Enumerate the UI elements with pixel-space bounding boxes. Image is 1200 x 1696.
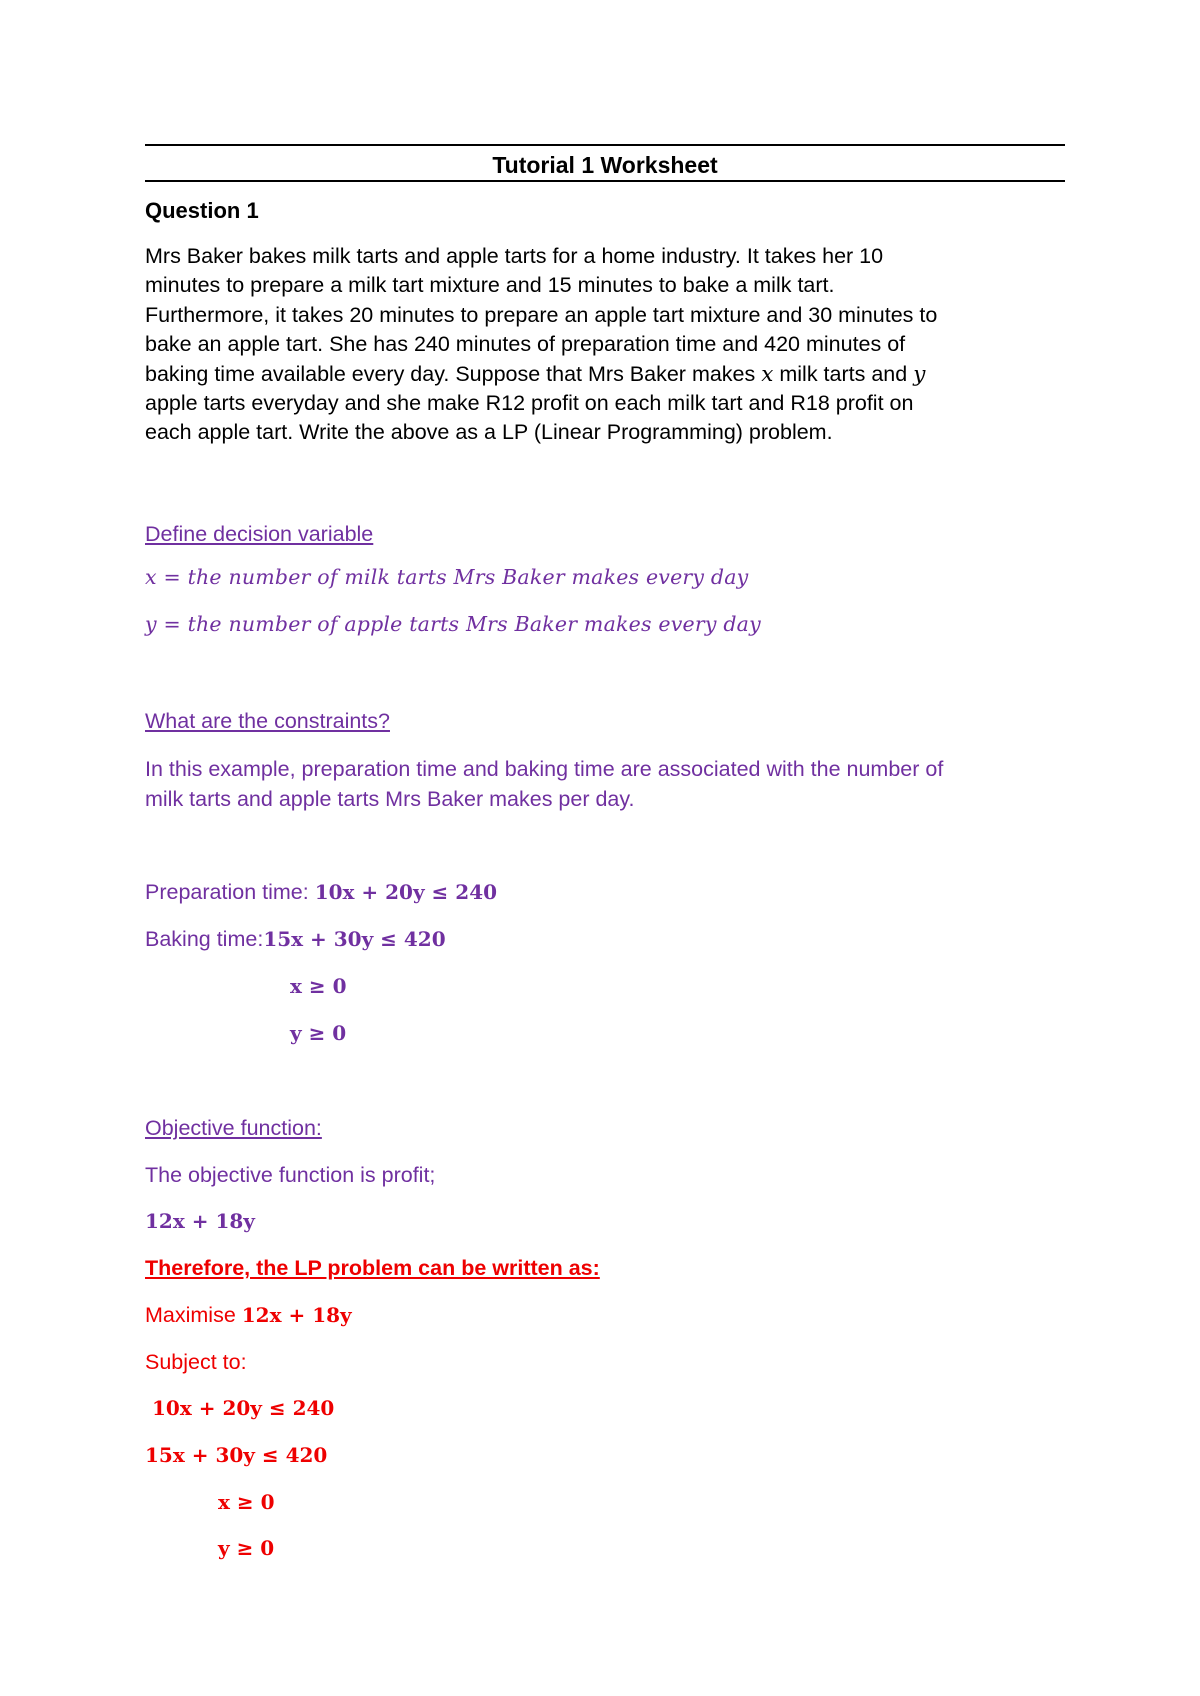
lp-constraint-3: x ≥ 0 (218, 1490, 275, 1514)
bake-expression: 15x + 30y ≤ 420 (263, 927, 446, 951)
top-rule (145, 144, 1065, 146)
title-bottom-rule (145, 180, 1065, 182)
worksheet-title: Tutorial 1 Worksheet (492, 152, 718, 178)
prep-label: Preparation time: (145, 880, 315, 904)
problem-statement (145, 242, 1070, 448)
subject-to: Subject to: (145, 1350, 247, 1374)
therefore-heading: Therefore, the LP problem can be written as: (145, 1256, 600, 1280)
paragraph-line: milk tarts and apple tarts Mrs Baker makes per day. (145, 786, 635, 811)
question-heading: Question 1 (145, 198, 259, 223)
baking-constraint (145, 925, 446, 954)
variable-y: y (913, 361, 926, 387)
prep-expression: 10x + 20y ≤ 240 (314, 880, 498, 904)
lp-constraint-4: y ≥ 0 (218, 1536, 275, 1560)
problem-line: Furthermore, it takes 20 minutes to prepare an apple tart mixture and 30 minutes to (145, 302, 938, 327)
problem-line: bake an apple tart. She has 240 minutes of preparation time and 420 minutes of (145, 332, 906, 357)
problem-text: baking time available every day. Suppose that Mrs Baker makes (145, 361, 762, 386)
constraints-paragraph (145, 755, 1070, 814)
variable-x: x (761, 361, 774, 387)
problem-line: minutes to prepare a milk tart mixture and 15 minutes to bake a milk tart. (145, 273, 835, 298)
maximise-label: Maximise (145, 1303, 242, 1327)
bake-label: Baking time: (145, 927, 264, 951)
decision-x: x = the number of milk tarts Mrs Baker makes every day (145, 565, 749, 589)
problem-line: apple tarts everyday and she make R12 profit on each milk tart and R18 profit on (145, 391, 914, 416)
objective-expression: 12x + 18y (145, 1209, 255, 1233)
constraints-heading: What are the constraints? (145, 709, 390, 733)
maximise-line (145, 1301, 352, 1330)
nonneg-x: x ≥ 0 (290, 974, 347, 998)
lp-constraint-2: 15x + 30y ≤ 420 (145, 1443, 328, 1467)
problem-line (145, 360, 1070, 389)
problem-line: each apple tart. Write the above as a LP (Linear Programming) problem. (145, 420, 833, 445)
problem-line: Mrs Baker bakes milk tarts and apple tarts for a home industry. It takes her 10 (145, 244, 884, 268)
objective-text: The objective function is profit; (145, 1163, 436, 1187)
decision-variable-heading: Define decision variable (145, 522, 374, 546)
objective-heading: Objective function: (145, 1116, 322, 1140)
paragraph-line: In this example, preparation time and baking time are associated with the number of (145, 757, 944, 781)
lp-constraint-1: 10x + 20y ≤ 240 (152, 1396, 335, 1420)
preparation-constraint (145, 878, 497, 907)
maximise-expression: 12x + 18y (241, 1303, 352, 1327)
nonneg-y: y ≥ 0 (290, 1021, 347, 1045)
decision-y: y = the number of apple tarts Mrs Baker makes every day (145, 612, 761, 636)
problem-text: milk tarts and (773, 361, 914, 386)
